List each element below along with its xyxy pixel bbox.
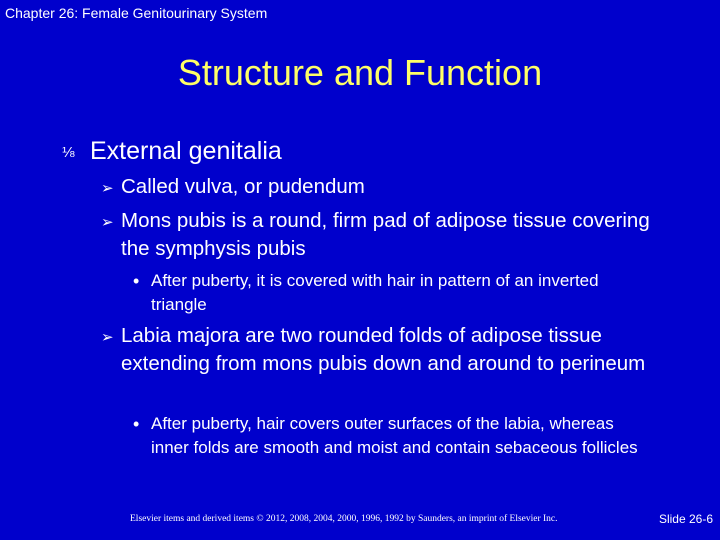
bullet-mons-pubis-sub [133, 269, 651, 317]
bullet-mons-pubis [101, 207, 681, 263]
arrowhead-bullet-icon: ➢ [101, 329, 114, 346]
bullet-text: External genitalia [90, 137, 282, 165]
bullet-labia-majora [101, 322, 681, 378]
dot-bullet-icon: • [133, 414, 140, 434]
copyright-footer: Elsevier items and derived items © 2012, 2008, 2004, 2000, 1996, 1992 by Saunders, an imprint of Elsevier Inc. [130, 514, 558, 524]
bullet-text: Labia majora are two rounded folds of adipose tissue extending from mons pubis down and around to perineum [121, 324, 646, 375]
slide-title: Structure and Function [177, 52, 543, 93]
bullet-called-vulva [101, 173, 681, 203]
bullet-text: Called vulva, or pudendum [121, 175, 365, 198]
slide-number: Slide 26-6 [658, 512, 713, 526]
bullet-text: After puberty, it is covered with hair in pattern of an inverted triangle [151, 271, 599, 314]
bullet-labia-majora-sub [133, 412, 651, 460]
arrowhead-bullet-icon: ➢ [101, 214, 114, 231]
bullet-text: After puberty, hair covers outer surfaces of the labia, whereas inner folds are smooth and moist and contain sebaceous follicles [151, 414, 638, 457]
bullet-external-genitalia [62, 137, 282, 166]
bullet-text: Mons pubis is a round, firm pad of adipose tissue covering the symphysis pubis [121, 209, 650, 260]
chapter-header: Chapter 26: Female Genitourinary System [5, 5, 268, 21]
fraction-bullet-icon: ⅛ [62, 144, 75, 161]
arrowhead-bullet-icon: ➢ [101, 180, 114, 197]
dot-bullet-icon: • [133, 271, 140, 291]
